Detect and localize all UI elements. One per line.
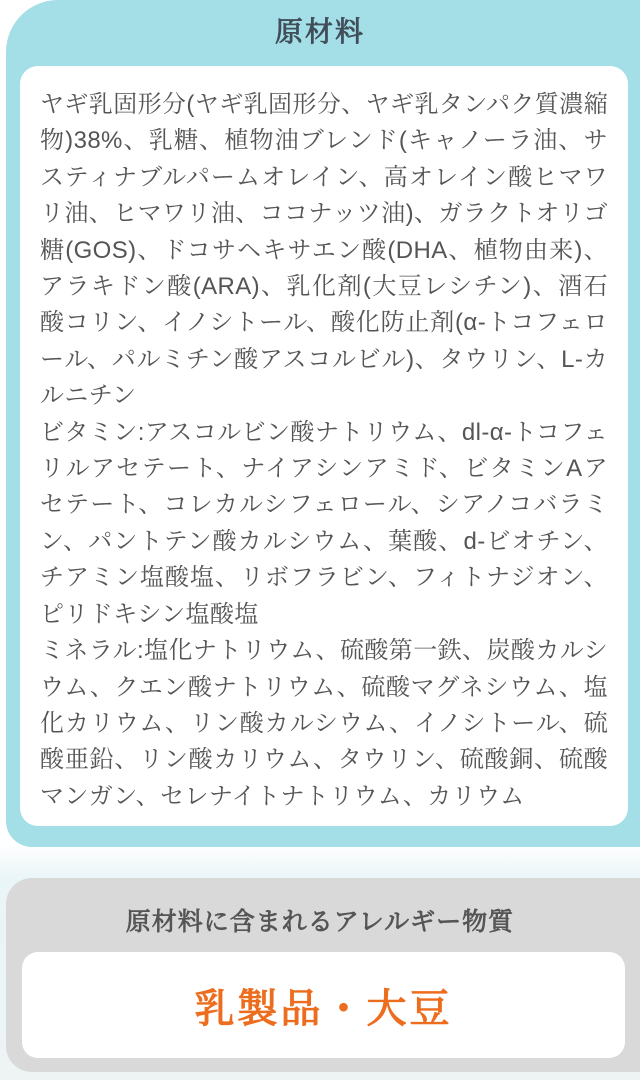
- allergen-title: 原材料に含まれるアレルギー物質: [125, 908, 515, 936]
- ingredients-title: 原材料: [274, 16, 365, 47]
- ingredients-card: [20, 66, 628, 826]
- ingredients-section: [6, 0, 640, 847]
- allergen-value: 乳製品・大豆: [194, 986, 453, 1031]
- allergen-section: [6, 878, 640, 1072]
- ingredients-paragraph-minerals: ミネラル:塩化ナトリウム、硫酸第一鉄、炭酸カルシウム、クエン酸ナトリウム、硫酸マグネシウム、塩化カリウム、リン酸カルシウム、イノシトール、硫酸亜鉛、リン酸カリウム、タウリン、硫酸銅、硫酸マンガン、セレナイトナトリウム、カリウム: [40, 637, 608, 810]
- allergen-value-box: [22, 952, 625, 1058]
- ingredients-paragraph-vitamins: ビタミン:アスコルビン酸ナトリウム、dl-α-トコフェリルアセテート、ナイアシンアミド、ビタミンAアセテート、コレカルシフェロール、シアノコバラミン、パントテン酸カルシウム、葉酸、d-ビオチン、チアミン塩酸塩、リボフラビン、フィトナジオン、ピリドキシン塩酸塩: [40, 418, 608, 628]
- ingredients-paragraph-main: ヤギ乳固形分(ヤギ乳固形分、ヤギ乳タンパク質濃縮物)38%、乳糖、植物油ブレンド(キャノーラ油、サスティナブルパームオレイン、高オレイン酸ヒマワリ油、ヒマワリ油、ココナッツ油)、ガラクトオリゴ糖(GOS)、ドコサヘキサエン酸(DHA、植物由来)、アラキドン酸(ARA)、乳化剤(大豆レシチン)、酒石酸コリン、イノシトール、酸化防止剤(α-トコフェロール、パルミチン酸アスコルビル)、タウリン、L-カルニチン: [40, 91, 608, 410]
